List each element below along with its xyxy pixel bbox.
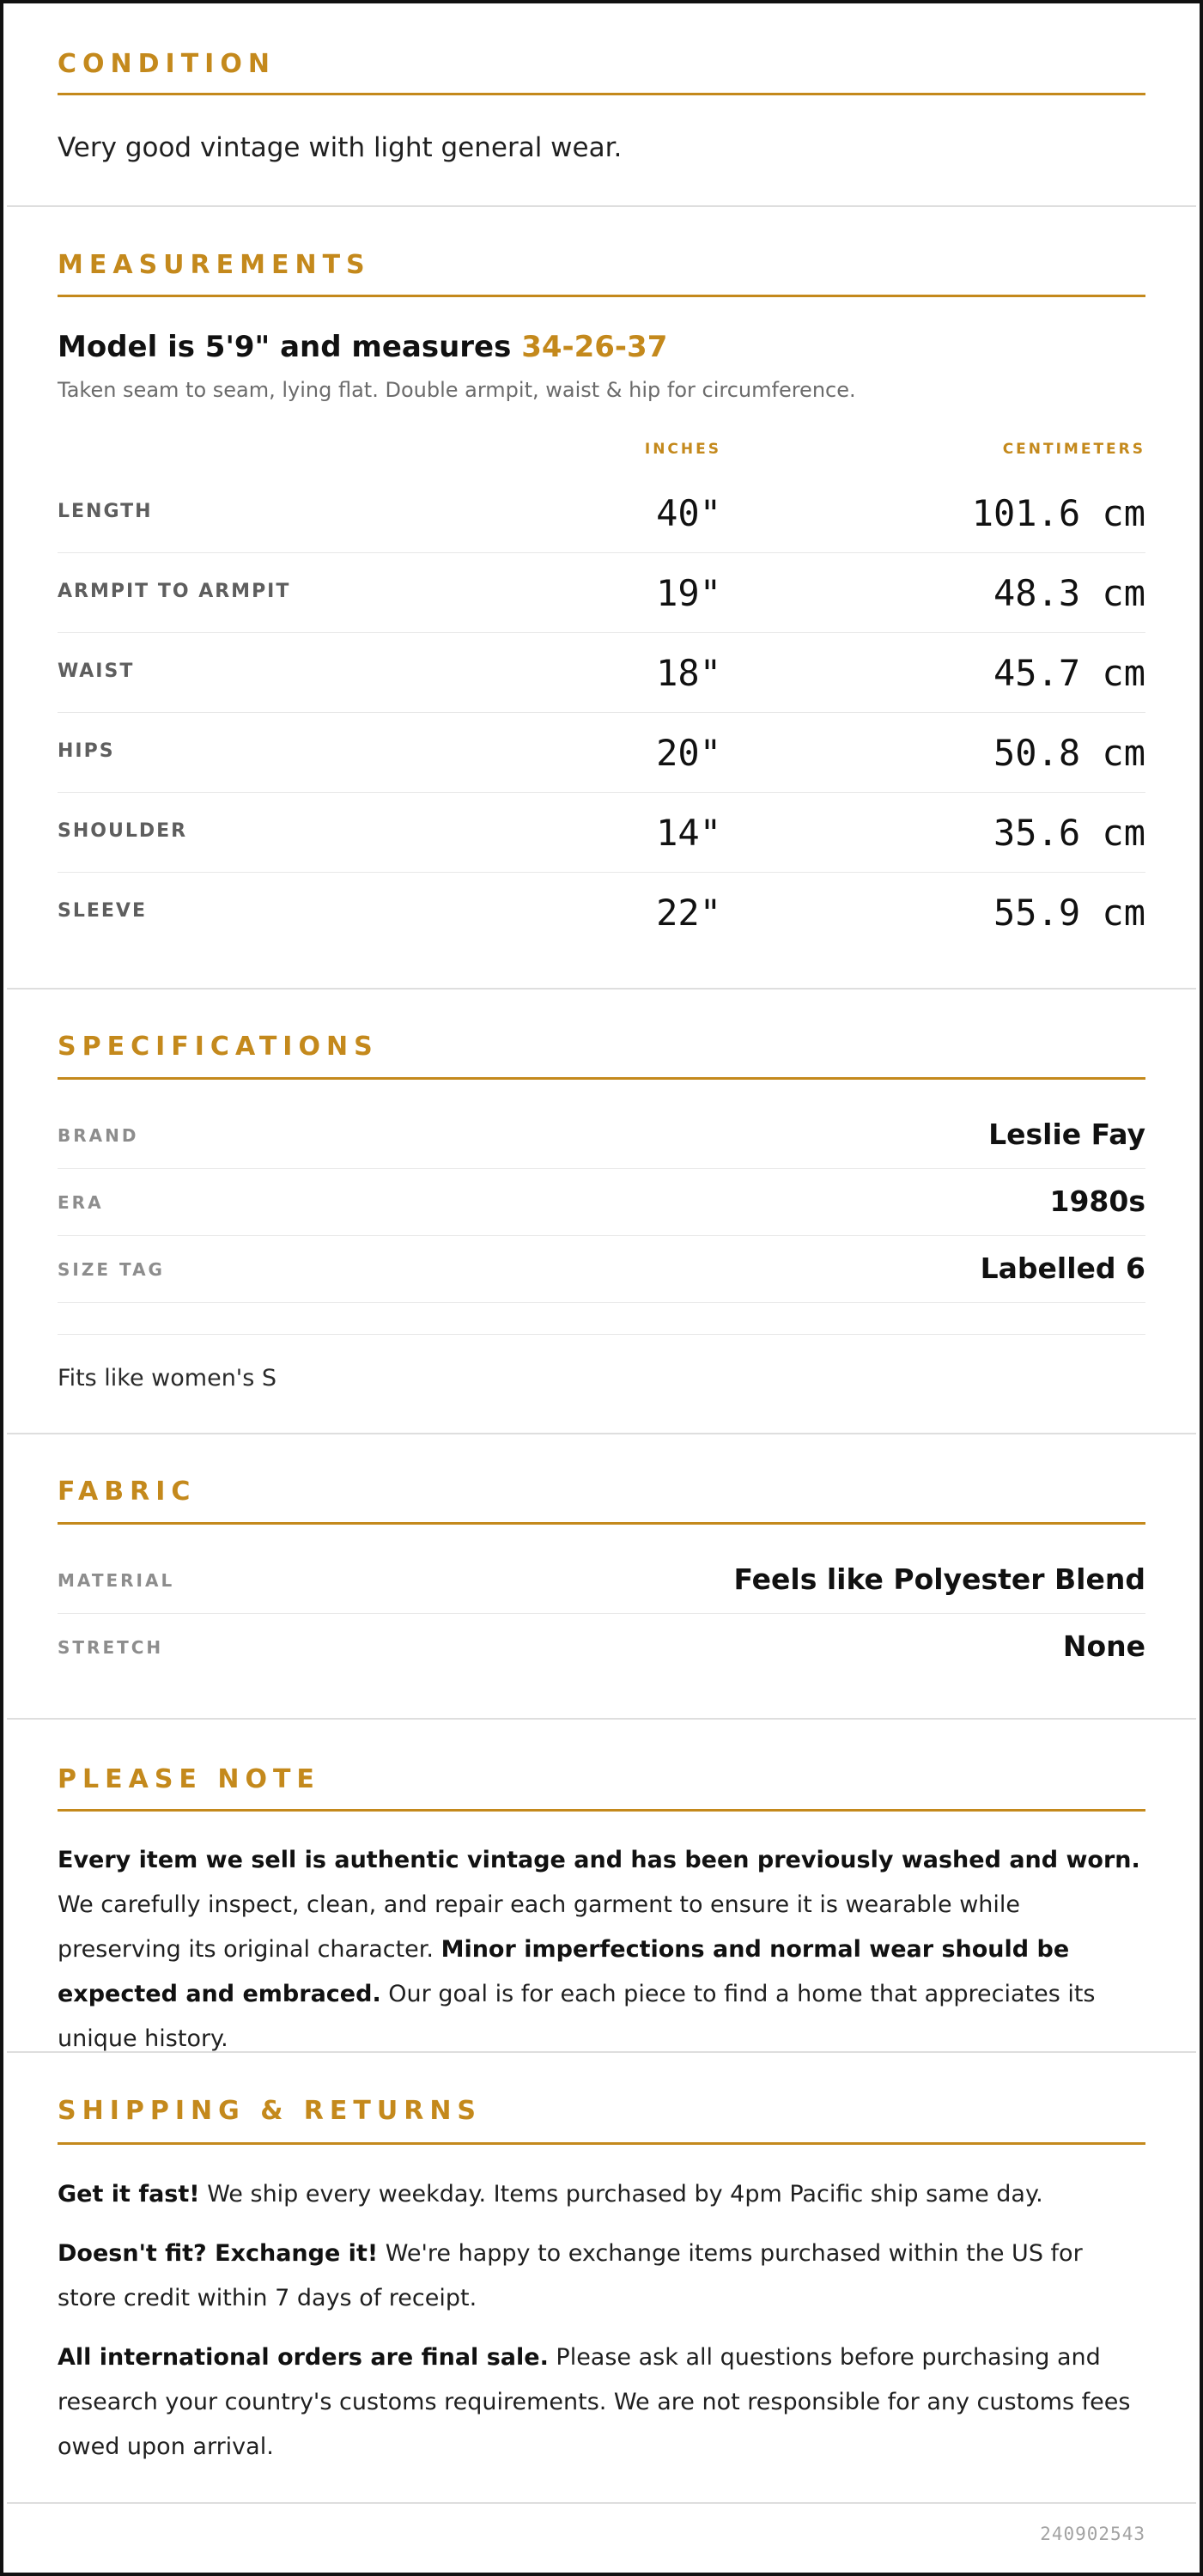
measure-row-armpit [58, 553, 1145, 633]
shipping-section [7, 2053, 1196, 2504]
spec-value: 1980s [1049, 1184, 1145, 1218]
note-title: PLEASE NOTE [58, 1764, 320, 1794]
spec-label: ERA [58, 1192, 104, 1213]
condition-rule [58, 93, 1145, 95]
condition-section [7, 3, 1196, 207]
specifications-rule [58, 1077, 1145, 1080]
model-prefix: Model is 5'9" and measures [58, 330, 522, 364]
measurements-title: MEASUREMENTS [58, 250, 371, 280]
measure-row-length [58, 473, 1145, 553]
shipping-bold-3: All international orders are final sale. [58, 2344, 549, 2371]
measure-inches: 14" [656, 812, 721, 854]
measure-row-waist [58, 633, 1145, 713]
note-text-1: We carefully inspect, clean, and repair each garment to ensure it is wearable while preserving its original character. [58, 1891, 1021, 1963]
note-bold-1: Every item we sell is authentic vintage and has been previously washed and worn. [58, 1847, 1140, 1873]
shipping-text-3: Please ask all questions before purchasing and research your country's customs requirements. We are not responsible for any customs fees owed upon arrival. [58, 2344, 1131, 2460]
fabric-rule [58, 1522, 1145, 1525]
fabric-value: Feels like Polyester Blend [733, 1562, 1145, 1596]
product-code: 240902543 [1040, 2524, 1145, 2544]
measure-inches: 18" [656, 652, 721, 694]
spec-label: BRAND [58, 1125, 139, 1146]
note-section [7, 1720, 1196, 2053]
fabric-row-stretch [58, 1614, 1145, 1681]
model-sizes: 34-26-37 [521, 330, 668, 364]
fit-note: Fits like women's S [58, 1365, 277, 1392]
model-measure-line [58, 330, 667, 364]
measure-label: LENGTH [58, 501, 153, 522]
shipping-rule [58, 2142, 1145, 2145]
measure-inches: 19" [656, 572, 721, 614]
measure-label: SLEEVE [58, 900, 147, 922]
measure-row-sleeve [58, 873, 1145, 953]
specifications-section [7, 990, 1196, 1434]
measure-cm: 101.6 cm [971, 492, 1145, 534]
shipping-para-2 [58, 2232, 1145, 2321]
shipping-para-3 [58, 2335, 1145, 2469]
spec-row-era [58, 1169, 1145, 1236]
spec-label: SIZE TAG [58, 1259, 165, 1280]
measure-cm: 55.9 cm [993, 892, 1145, 934]
measure-cm: 35.6 cm [993, 812, 1145, 854]
fabric-title: FABRIC [58, 1477, 197, 1507]
measurements-section [7, 207, 1196, 990]
specifications-title: SPECIFICATIONS [58, 1032, 379, 1062]
measure-label: HIPS [58, 740, 115, 762]
fabric-value: None [1062, 1629, 1145, 1663]
spec-row-brand [58, 1102, 1145, 1169]
spec-value: Leslie Fay [988, 1117, 1145, 1151]
note-paragraph [58, 1838, 1145, 2061]
shipping-title: SHIPPING & RETURNS [58, 2096, 483, 2126]
shipping-bold-1: Get it fast! [58, 2181, 200, 2208]
measure-subtitle: Taken seam to seam, lying flat. Double armpit, waist & hip for circumference. [58, 378, 856, 402]
note-bold-2: Minor imperfections and normal wear should be expected and embraced. [58, 1936, 1070, 2007]
fabric-section [7, 1434, 1196, 1720]
shipping-text-1: We ship every weekday. Items purchased by 4pm Pacific ship same day. [199, 2181, 1043, 2208]
condition-text: Very good vintage with light general wear. [58, 132, 623, 163]
measure-cm: 45.7 cm [993, 652, 1145, 694]
measure-cm: 50.8 cm [993, 732, 1145, 774]
fabric-label: MATERIAL [58, 1570, 175, 1591]
measure-row-hips [58, 713, 1145, 793]
shipping-para-1 [58, 2172, 1145, 2217]
measure-inches: 40" [656, 492, 721, 534]
measure-cm: 48.3 cm [993, 572, 1145, 614]
measure-label: SHOULDER [58, 820, 188, 842]
col-head-inches: INCHES [644, 441, 721, 458]
measure-inches: 20" [656, 732, 721, 774]
fabric-label: STRETCH [58, 1637, 164, 1658]
measure-label: ARMPIT TO ARMPIT [58, 581, 291, 602]
measure-label: WAIST [58, 661, 135, 682]
condition-title: CONDITION [58, 49, 276, 79]
measurements-rule [58, 295, 1145, 297]
measure-row-shoulder [58, 793, 1145, 873]
note-rule [58, 1809, 1145, 1812]
shipping-bold-2: Doesn't fit? Exchange it! [58, 2240, 379, 2267]
spec-divider [58, 1334, 1145, 1335]
col-head-cm: CENTIMETERS [1002, 441, 1145, 458]
measure-inches: 22" [656, 892, 721, 934]
fabric-row-material [58, 1547, 1145, 1614]
note-text-2: Our goal is for each piece to find a home that appreciates its unique history. [58, 1981, 1096, 2052]
shipping-text-2: We're happy to exchange items purchased within the US for store credit within 7 days of receipt. [58, 2240, 1083, 2311]
spec-row-size-tag [58, 1236, 1145, 1303]
spec-value: Labelled 6 [980, 1251, 1145, 1285]
